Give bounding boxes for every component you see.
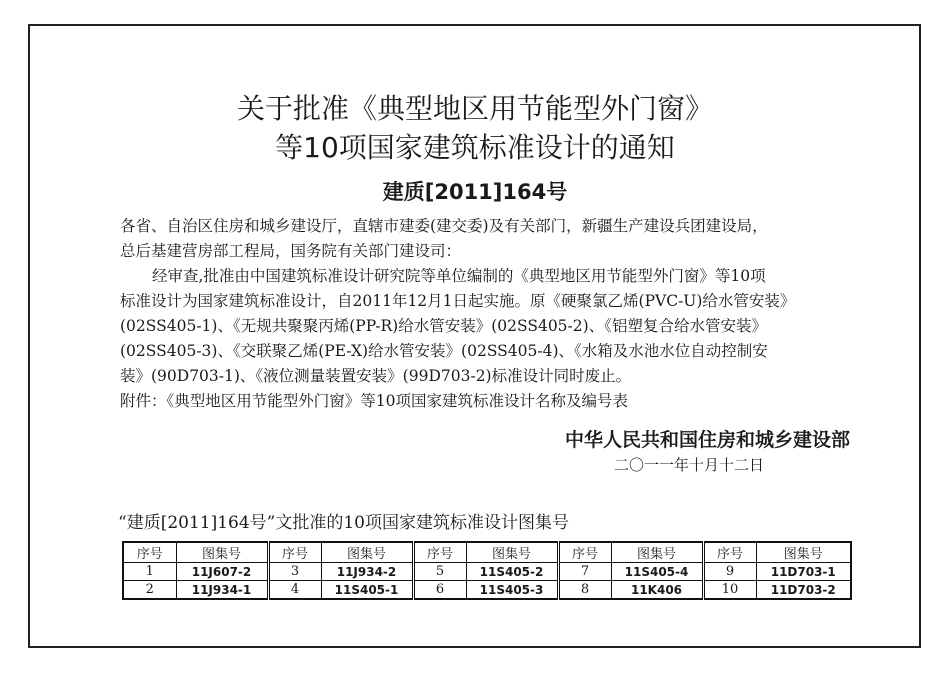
atlas-code-cell: 11J607-2 [176, 563, 268, 581]
header-seq: 序号 [123, 542, 176, 563]
paragraph-line-2: 标准设计为国家建筑标准设计，自2011年12月1日起实施。原《硬聚氯乙烯(PVC-U)给水管安装》 [120, 292, 796, 310]
header-seq: 序号 [558, 542, 611, 563]
notice-title-line-2: 等10项国家建筑标准设计的通知 [275, 131, 675, 164]
header-code: 图集号 [466, 542, 558, 563]
paragraph-line-1: 经审查,批准由中国建筑标准设计研究院等单位编制的《典型地区用节能型外门窗》等10项 [152, 267, 766, 285]
seq-cell: 3 [268, 563, 321, 581]
issuing-authority: 中华人民共和国住房和城乡建设部 [564, 429, 850, 451]
table-header-row [123, 542, 851, 563]
paragraph-line-3: (02SS405-1)、《无规共聚聚丙烯(PP-R)给水管安装》(02SS405-2)、《铝塑复合给水管安装》 [120, 317, 767, 335]
addressee-line-2: 总后基建营房部工程局，国务院有关部门建设司： [120, 242, 462, 260]
seq-cell: 7 [558, 563, 611, 581]
table-row [123, 563, 851, 581]
table-caption: “建质[2011]164号”文批准的10项国家建筑标准设计图集号 [118, 513, 569, 533]
atlas-code-cell: 11S405-3 [466, 581, 558, 600]
atlas-code-cell: 11D703-2 [756, 581, 851, 600]
atlas-code-cell: 11S405-2 [466, 563, 558, 581]
header-code: 图集号 [176, 542, 268, 563]
paragraph-line-5: 装》(90D703-1)、《液位测量装置安装》(99D703-2)标准设计同时废止。 [120, 367, 632, 385]
seq-cell: 8 [558, 581, 611, 600]
header-code: 图集号 [611, 542, 703, 563]
paragraph-line-4: (02SS405-3)、《交联聚乙烯(PE-X)给水管安装》(02SS405-4)、《水箱及水池水位自动控制安 [120, 342, 768, 360]
header-code: 图集号 [756, 542, 851, 563]
atlas-code-cell: 11D703-1 [756, 563, 851, 581]
atlas-code-cell: 11S405-1 [321, 581, 413, 600]
atlas-code-cell: 11J934-1 [176, 581, 268, 600]
header-seq: 序号 [413, 542, 466, 563]
header-seq: 序号 [703, 542, 756, 563]
document-number: 建质[2011]164号 [382, 180, 568, 204]
atlas-code-cell: 11J934-2 [321, 563, 413, 581]
seq-cell: 1 [123, 563, 176, 581]
header-seq: 序号 [268, 542, 321, 563]
table-row [123, 581, 851, 600]
seq-cell: 10 [703, 581, 756, 600]
attachment-note: 附件：《典型地区用节能型外门窗》等10项国家建筑标准设计名称及编号表 [120, 392, 628, 410]
atlas-code-cell: 11K406 [611, 581, 703, 600]
seq-cell: 9 [703, 563, 756, 581]
issue-date: 二〇一一年十月十二日 [613, 456, 764, 474]
header-code: 图集号 [321, 542, 413, 563]
notice-title-line-1: 关于批准《典型地区用节能型外门窗》 [236, 92, 713, 125]
seq-cell: 5 [413, 563, 466, 581]
addressee-line-1: 各省、自治区住房和城乡建设厅，直辖市建委(建交委)及有关部门，新疆生产建设兵团建设局， [120, 217, 768, 235]
seq-cell: 4 [268, 581, 321, 600]
seq-cell: 6 [413, 581, 466, 600]
atlas-code-cell: 11S405-4 [611, 563, 703, 581]
seq-cell: 2 [123, 581, 176, 600]
atlas-number-table [122, 541, 852, 600]
